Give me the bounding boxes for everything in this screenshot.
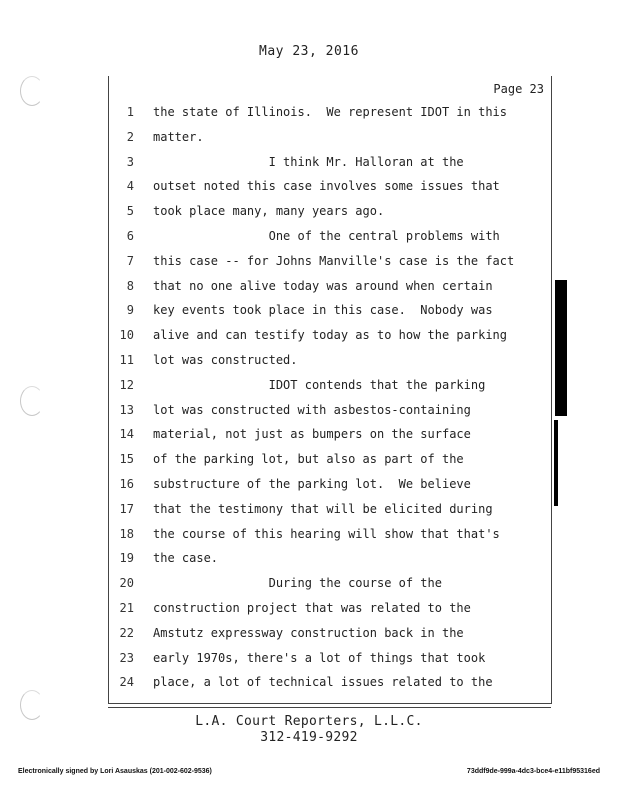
transcript-line [0,447,618,471]
transcript-line [0,199,618,223]
transcript-line [0,646,618,670]
page-number: Page 23 [493,82,544,96]
line-text: lot was constructed with asbestos-containing [153,402,471,417]
line-text: substructure of the parking lot. We believe [153,477,471,491]
line-number: 8 [126,278,134,293]
line-text: of the parking lot, but also as part of the [153,452,464,467]
transcript-line [0,274,618,298]
transcript-line [0,125,618,149]
line-text: I think Mr. Halloran at the [153,154,464,169]
line-text: took place many, many years ago. [153,204,385,219]
line-text: alive and can testify today as to how the parking [153,328,508,343]
transcript-line [0,100,618,124]
line-text: Amstutz expressway construction back in the [153,625,464,640]
transcript-line [0,472,618,496]
transcript-line [0,621,618,645]
court-reporter-name: L.A. Court Reporters, L.L.C. [195,714,423,729]
transcript-line [0,422,618,446]
transcript-line [0,373,618,397]
line-number: 4 [126,179,134,194]
line-number: 24 [119,675,134,690]
transcript-line [0,249,618,273]
line-text: the state of Illinois. We represent IDOT in this [153,105,508,119]
line-text: During the course of the [153,576,442,591]
line-number: 13 [119,402,134,417]
line-text: place, a lot of technical issues related to the [153,675,493,690]
line-number: 2 [126,129,134,144]
transcript-line [0,323,618,347]
line-text: the course of this hearing will show that that's [153,526,500,541]
line-number: 3 [126,154,134,169]
line-text: IDOT contends that the parking [153,377,486,392]
line-text: that no one alive today was around when certain [153,278,493,293]
line-number: 1 [126,105,134,119]
line-number: 14 [119,427,134,442]
line-number: 12 [119,377,134,392]
line-number: 15 [119,452,134,467]
line-number: 18 [119,526,134,541]
line-number: 5 [126,204,134,219]
transcript-line [0,298,618,322]
line-text: that the testimony that will be elicited during [153,501,493,516]
line-text: construction project that was related to the [153,601,471,615]
line-number: 19 [119,551,134,566]
line-text: matter. [153,129,204,144]
transcript-date: May 23, 2016 [259,44,359,59]
line-number: 23 [119,650,134,665]
line-number: 20 [119,576,134,591]
transcript-line [0,522,618,546]
line-text: lot was constructed. [153,353,298,367]
electronic-signature: Electronically signed by Lori Asauskas (201-002-602-9536) [18,768,212,775]
punch-hole-top [20,76,44,106]
redaction-bar-upper [555,280,567,416]
transcript-line [0,150,618,174]
line-number: 17 [119,501,134,516]
court-reporter-phone: 312-419-9292 [260,730,358,745]
transcript-line [0,497,618,521]
redaction-bar-lower [554,420,558,506]
line-number: 7 [126,253,134,268]
line-number: 22 [119,625,134,640]
document-id: 73ddf9de-999a-4dc3-bce4-e11bf95316ed [466,768,600,775]
transcript-line [0,398,618,422]
line-text: material, not just as bumpers on the surface [153,427,471,442]
transcript-line [0,571,618,595]
transcript-line [0,670,618,694]
line-number: 6 [126,229,134,243]
line-text: key events took place in this case. Nobody was [153,303,493,318]
frame-bottom-rule [108,703,551,708]
line-number: 9 [126,303,134,318]
punch-hole-middle [20,386,44,416]
line-text: outset noted this case involves some issues that [153,179,500,194]
transcript-line [0,348,618,372]
line-number: 21 [119,601,134,615]
transcript-line [0,174,618,198]
transcript-line [0,596,618,620]
line-text: the case. [153,551,219,566]
line-text: this case -- for Johns Manville's case is the fact [153,253,515,268]
transcript-line [0,546,618,570]
line-number: 16 [119,477,134,491]
line-text: One of the central problems with [153,229,500,243]
line-text: early 1970s, there's a lot of things that took [153,650,486,665]
transcript-line [0,224,618,248]
line-number: 11 [119,353,134,367]
line-number: 10 [119,328,134,343]
